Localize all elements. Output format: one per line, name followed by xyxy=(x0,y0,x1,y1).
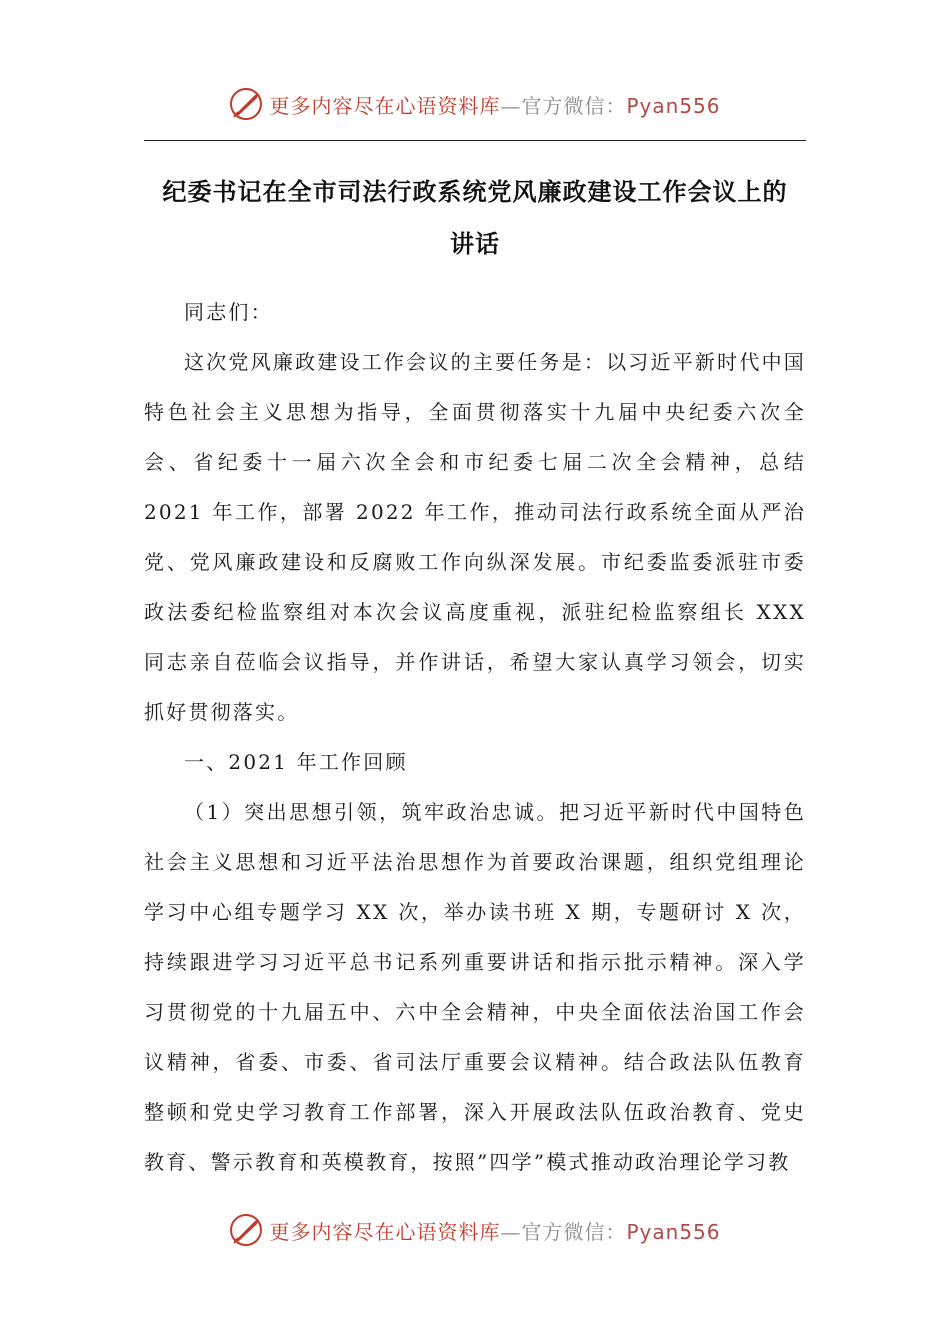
section-heading: 一、2021 年工作回顾 xyxy=(184,750,408,774)
header-divider xyxy=(144,140,806,141)
greeting: 同志们： xyxy=(184,300,273,324)
banner-wechat-label: 官方微信： xyxy=(521,93,627,118)
header-banner xyxy=(0,84,950,124)
banner-slogan: 更多内容尽在心语资料库 xyxy=(269,93,501,118)
banner-slogan: 更多内容尽在心语资料库 xyxy=(269,1219,501,1244)
document-title-line-1: 纪委书记在全市司法行政系统党风廉政建设工作会议上的 xyxy=(162,178,788,206)
quill-logo-icon xyxy=(229,1213,263,1247)
banner-wechat-id: Pyan556 xyxy=(626,93,721,118)
banner-dash: — xyxy=(500,1219,522,1244)
paragraph: 这次党风廉政建设工作会议的主要任务是：以习近平新时代中国特色社会主义思想为指导，全面贯彻落实十九届中央纪委六次全会、省纪委十一届六次全会和市纪委七届二次全会精神，总结 2021 年工作，部署 2022 年工作，推动司法行政系统全面从严治党、党风廉政建设和反腐败工作向纵深发展。市纪委监委派驻市委政法委纪检监察组对本次会议高度重视，派驻纪检监察组长 XXX 同志亲自莅临会议指导，并作讲话，希望大家认真学习领会，切实抓好贯彻落实。 xyxy=(144,350,806,724)
quill-logo-icon xyxy=(229,87,263,121)
document-title-line-2: 讲话 xyxy=(450,230,500,258)
paragraph: （1）突出思想引领，筑牢政治忠诚。把习近平新时代中国特色社会主义思想和习近平法治思想作为首要政治课题，组织党组理论学习中心组专题学习 XX 次，举办读书班 X 期，专题研讨 X 次，持续跟进学习习近平总书记系列重要讲话和指示批示精神。深入学习贯彻党的十九届五中、六中全会精神，中央全面依法治国工作会议精神，省委、市委、省司法厅重要会议精神。结合政法队伍教育整顿和党史学习教育工作部署，深入开展政法队伍政治教育、党史教育、警示教育和英模教育，按照”四学”模式推动政治理论学习教 xyxy=(144,800,806,1174)
banner-wechat-id: Pyan556 xyxy=(626,1219,721,1244)
banner-text xyxy=(269,90,720,119)
document-body xyxy=(144,287,806,1187)
banner-dash: — xyxy=(500,93,522,118)
banner-text xyxy=(269,1216,720,1245)
banner-wechat-label: 官方微信： xyxy=(521,1219,627,1244)
footer-banner xyxy=(0,1210,950,1250)
